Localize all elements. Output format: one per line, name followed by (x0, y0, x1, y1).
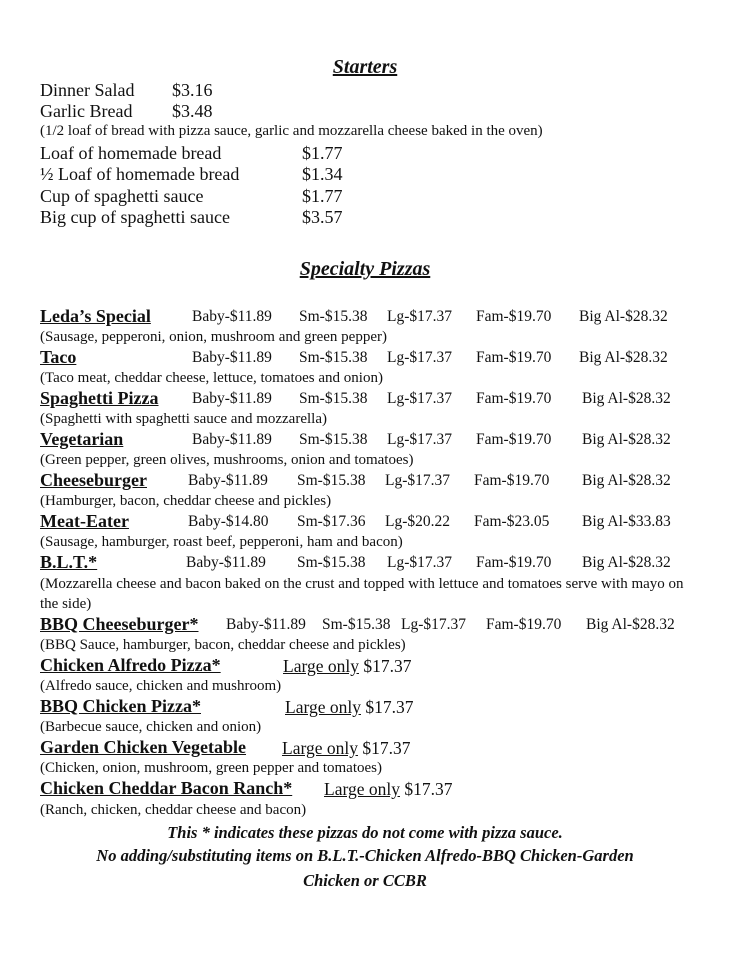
price-small: Sm-$17.36 (297, 513, 366, 530)
price-big-al: Big Al-$28.32 (582, 431, 671, 448)
specialty-title: Specialty Pizzas (299, 258, 431, 280)
price-big-al: Big Al-$28.32 (579, 308, 668, 325)
price-large: Lg-$17.37 (387, 349, 453, 366)
price-small: Sm-$15.38 (322, 616, 391, 633)
price-small: Sm-$15.38 (297, 472, 366, 489)
pizza-description: (Sausage, hamburger, roast beef, pepperoni, ham and bacon) (40, 534, 403, 550)
pizza-row (40, 388, 700, 410)
price-big-al: Big Al-$28.32 (582, 472, 671, 489)
price-family: Fam-$19.70 (476, 554, 552, 571)
starter-item (40, 164, 343, 184)
price-small: Sm-$15.38 (297, 554, 366, 571)
pizza-row (40, 778, 700, 800)
pizza-name: BBQ Chicken Pizza* (40, 696, 201, 716)
price-big-al: Big Al-$33.83 (582, 513, 671, 530)
pizza-name: BBQ Cheeseburger* (40, 614, 199, 634)
pizza-row (40, 655, 700, 677)
pizza-description: (BBQ Sauce, hamburger, bacon, cheddar cheese and pickles) (40, 637, 406, 653)
pizza-description: (Green pepper, green olives, mushrooms, onion and tomatoes) (40, 452, 414, 468)
starter-item (40, 207, 343, 227)
pizza-name: Leda’s Special (40, 306, 151, 326)
starter-price: $3.48 (172, 101, 213, 121)
price-family: Fam-$19.70 (486, 616, 562, 633)
price-small: Sm-$15.38 (299, 308, 368, 325)
starter-name: Dinner Salad (40, 80, 135, 100)
price-large: Lg-$17.37 (385, 472, 451, 489)
starter-name: Cup of spaghetti sauce (40, 186, 204, 206)
large-only-label: Large only (283, 656, 359, 676)
starter-item (40, 101, 213, 121)
pizza-description: (Chicken, onion, mushroom, green pepper and tomatoes) (40, 760, 382, 776)
price-small: Sm-$15.38 (299, 349, 368, 366)
large-only-price (282, 738, 410, 759)
substitution-note: No adding/substituting items on B.L.T.-Chicken Alfredo-BBQ Chicken-Garden (96, 846, 634, 865)
large-price: $17.37 (362, 738, 411, 758)
price-large: Lg-$17.37 (387, 554, 453, 571)
price-large: Lg-$17.37 (387, 390, 453, 407)
starter-price: $1.77 (302, 143, 343, 163)
starter-item (40, 143, 343, 163)
price-big-al: Big Al-$28.32 (582, 390, 671, 407)
pizza-description: (Alfredo sauce, chicken and mushroom) (40, 678, 282, 694)
substitution-note-continued: Chicken or CCBR (303, 871, 427, 890)
pizza-description: (Hamburger, bacon, cheddar cheese and pickles) (40, 493, 332, 509)
starter-name: Big cup of spaghetti sauce (40, 207, 230, 227)
price-baby: Baby-$11.89 (192, 308, 272, 325)
pizza-name: B.L.T.* (40, 552, 98, 572)
pizza-row (40, 696, 700, 718)
starter-name: Loaf of homemade bread (40, 143, 222, 163)
price-family: Fam-$19.70 (476, 390, 552, 407)
starter-price: $1.34 (302, 164, 343, 184)
starter-item (40, 186, 343, 206)
pizza-row (40, 347, 700, 369)
pizza-row (40, 429, 700, 451)
large-price: $17.37 (404, 779, 453, 799)
price-small: Sm-$15.38 (299, 390, 368, 407)
pizza-row (40, 737, 700, 759)
price-large: Lg-$17.37 (387, 431, 453, 448)
price-family: Fam-$19.70 (474, 472, 550, 489)
price-big-al: Big Al-$28.32 (582, 554, 671, 571)
pizza-name: Garden Chicken Vegetable (40, 737, 247, 757)
pizza-row (40, 614, 700, 636)
large-only-price (283, 656, 411, 677)
price-baby: Baby-$11.89 (192, 390, 272, 407)
price-family: Fam-$23.05 (474, 513, 550, 530)
large-price: $17.37 (363, 656, 412, 676)
large-price: $17.37 (365, 697, 414, 717)
price-large: Lg-$17.37 (401, 616, 467, 633)
pizza-description: (Barbecue sauce, chicken and onion) (40, 719, 262, 735)
price-baby: Baby-$11.89 (192, 431, 272, 448)
price-baby: Baby-$11.89 (226, 616, 306, 633)
pizza-name: Vegetarian (40, 429, 124, 449)
pizza-name: Meat-Eater (40, 511, 129, 531)
garlic-bread-description: (1/2 loaf of bread with pizza sauce, garlic and mozzarella cheese baked in the oven) (40, 123, 543, 139)
pizza-name: Chicken Cheddar Bacon Ranch* (40, 778, 293, 798)
starter-price: $1.77 (302, 186, 343, 206)
starter-price: $3.57 (302, 207, 343, 227)
pizza-description: (Mozzarella cheese and bacon baked on the crust and topped with lettuce and tomatoes serve with mayo on the side) (40, 576, 684, 612)
price-big-al: Big Al-$28.32 (579, 349, 668, 366)
pizza-row (40, 511, 700, 533)
large-only-price (285, 697, 413, 718)
pizza-name: Chicken Alfredo Pizza* (40, 655, 221, 675)
pizza-description: (Sausage, pepperoni, onion, mushroom and green pepper) (40, 329, 387, 345)
sauce-note: This * indicates these pizzas do not come with pizza sauce. (167, 823, 563, 842)
pizza-name: Spaghetti Pizza (40, 388, 159, 408)
pizza-name: Taco (40, 347, 77, 367)
price-baby: Baby-$11.89 (188, 472, 268, 489)
price-family: Fam-$19.70 (476, 349, 552, 366)
large-only-price (324, 779, 452, 800)
starter-name: Garlic Bread (40, 101, 133, 121)
starter-name: ½ Loaf of homemade bread (40, 164, 240, 184)
starters-title: Starters (332, 56, 398, 78)
price-large: Lg-$17.37 (387, 308, 453, 325)
large-only-label: Large only (324, 779, 400, 799)
pizza-description: (Ranch, chicken, cheddar cheese and bacon) (40, 802, 307, 818)
price-big-al: Big Al-$28.32 (586, 616, 675, 633)
price-baby: Baby-$11.89 (186, 554, 266, 571)
pizza-name: Cheeseburger (40, 470, 147, 490)
price-small: Sm-$15.38 (299, 431, 368, 448)
price-large: Lg-$20.22 (385, 513, 451, 530)
pizza-description: (Taco meat, cheddar cheese, lettuce, tomatoes and onion) (40, 370, 383, 386)
price-family: Fam-$19.70 (476, 308, 552, 325)
pizza-row (40, 552, 700, 574)
large-only-label: Large only (285, 697, 361, 717)
price-family: Fam-$19.70 (476, 431, 552, 448)
price-baby: Baby-$11.89 (192, 349, 272, 366)
pizza-row (40, 470, 700, 492)
starter-item (40, 80, 213, 100)
large-only-label: Large only (282, 738, 358, 758)
price-baby: Baby-$14.80 (188, 513, 269, 530)
pizza-row (40, 306, 700, 328)
pizza-description: (Spaghetti with spaghetti sauce and mozzarella) (40, 411, 327, 427)
starter-price: $3.16 (172, 80, 213, 100)
